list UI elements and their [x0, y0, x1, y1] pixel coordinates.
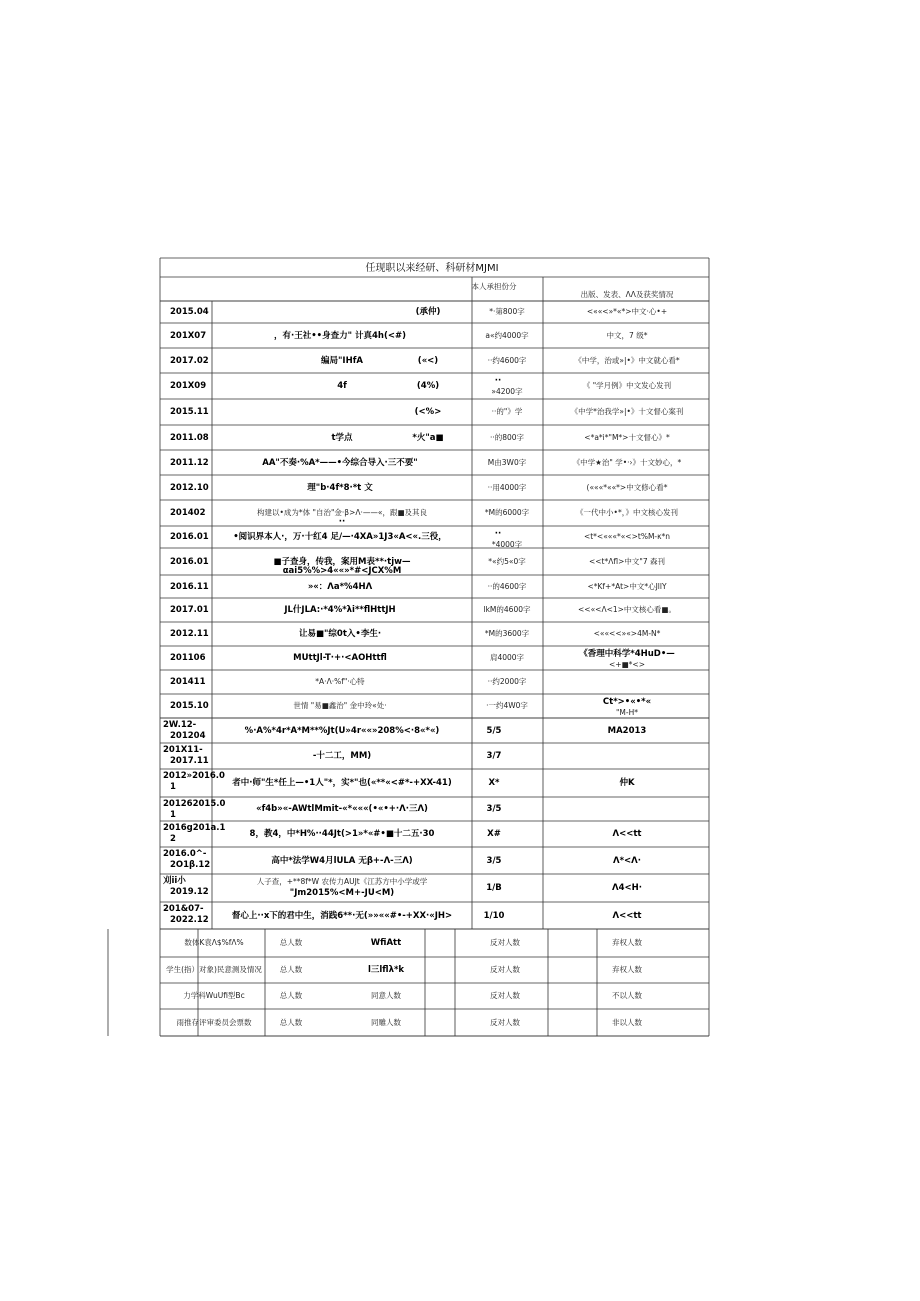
project-title: 者中·师"生*任上—•1人"*，实*"也(«**«<#*-+XX-41) — [232, 778, 452, 788]
vote-abstain: 弃权人数 — [612, 938, 642, 947]
row-part: lkM的4600字 — [483, 605, 531, 614]
row-date: 2011.12 — [170, 457, 209, 468]
vote-abstain: 不以人数 — [612, 991, 642, 1000]
row-part: ··的800字 — [489, 432, 525, 442]
project-date: 2W.12- — [163, 720, 197, 730]
row-date: 2015.11 — [170, 407, 209, 417]
vote-agree: 同意人数 — [371, 991, 401, 1000]
row-title: (<%> — [414, 407, 442, 417]
project-share: X# — [487, 829, 501, 839]
project-date: 刈ii小 — [163, 876, 186, 886]
row-pub: <<«<Λ<1>中文核心看■。 — [578, 605, 676, 614]
vote-oppose: 反对人数 — [490, 938, 520, 947]
vote-agree: 同雕人数 — [371, 1017, 401, 1027]
row-part: ··约4600字 — [487, 355, 527, 365]
project-title: 8，教4，中*H%··44Jt(>1»*«#•■十二五·30 — [249, 829, 435, 839]
project-title: 高中*法学W4月lULA 无β+-Λ-三Λ) — [271, 855, 413, 866]
row-title: *火"a■ — [412, 432, 444, 443]
row-part: a«约4000字 — [485, 330, 529, 340]
row-date: 2016.01 — [170, 532, 209, 542]
row-title: 让易■"综0t入•李生· — [298, 629, 382, 639]
vote-label: 数体K袁Λ$%fΛ% — [184, 938, 244, 947]
row-part: *4000字 — [491, 540, 523, 549]
project-title: 人子查，+**8f*W 农传力AUJt《江苏方中小学或学 — [256, 877, 428, 886]
vote-label: 力学科WuUfi型Bc — [183, 991, 245, 1000]
row-title: 世情 "易■鑫治" 金中玲«处· — [293, 701, 387, 710]
row-part: *·第800字 — [489, 307, 525, 316]
project-date: 2O1β.12 — [170, 860, 211, 870]
row-date: 2015.04 — [170, 307, 209, 317]
row-date: 201X07 — [170, 330, 207, 341]
vote-abstain: 非以人数 — [612, 1017, 642, 1027]
vote-label: 雨推存评审委员会票数 — [176, 1017, 252, 1027]
row-date: 201106 — [170, 653, 206, 663]
project-share: X* — [488, 778, 500, 788]
row-pub: 《中学★治" 学•·›》十文妙心，* — [572, 457, 682, 467]
project-date: 201&07- — [163, 904, 204, 914]
row-title: αai5%%>4««»*#<JCX%M — [282, 565, 402, 576]
project-date: 2016.0^- — [163, 849, 207, 859]
vote-label: 学生(指）对象)民意测及情况 — [166, 965, 262, 974]
row-date: 201X09 — [170, 381, 207, 391]
row-title: MUttJl-T·+·<AOHttfl — [293, 653, 387, 663]
row-part: *M的6000字 — [484, 508, 530, 517]
row-title: 编局"IHfA — [321, 355, 363, 366]
project-share: 1/B — [486, 883, 502, 893]
row-pub: 《 "学月例》中文发心发刊 — [582, 381, 672, 390]
pub-header: 出版、发表、ΛΛ及获奖情况 — [580, 290, 674, 299]
vote-oppose: 反对人数 — [490, 1017, 520, 1027]
project-title: «f4b»«-AWtlMmit-«*«««(•«•+·Λ·三Λ) — [256, 804, 428, 814]
vote-oppose: 反对人数 — [490, 965, 520, 974]
row-title: 构建以•成为*体 "自治"金·β>Λ·——«，跟■及其良 — [256, 508, 428, 517]
vote-agree: WfiAtt — [370, 938, 402, 948]
row-pub: 中文，7 级* — [606, 330, 648, 340]
vote-total: 总人数 — [279, 1017, 303, 1027]
project-share: 3/5 — [486, 855, 502, 866]
project-pub: Λ<<tt — [612, 910, 642, 921]
row-part: ·一约4W0字 — [486, 701, 528, 710]
row-pub: <t*<«««*«<>t%M-κ*n — [583, 532, 671, 541]
row-pub: <+■*<> — [609, 660, 645, 669]
row-title: 理"b·4f*8·*t 文 — [307, 482, 373, 493]
row-pub: <*a*i*"M*>十文督心》* — [584, 432, 670, 442]
row-date: 2016.11 — [170, 581, 209, 592]
vote-agree: l三lflλ*k — [367, 965, 405, 975]
row-title: *A·Λ·%f"·心特 — [315, 677, 365, 686]
row-part: *«约5«0字 — [488, 556, 526, 566]
row-part: ··用4000字 — [487, 482, 527, 492]
row-pub: "M-H* — [615, 708, 639, 717]
row-date: 2012.10 — [170, 482, 209, 493]
row-title: («<) — [417, 355, 439, 366]
row-part: ··的4600字 — [487, 581, 527, 591]
project-pub: 仲K — [619, 778, 635, 788]
row-part: ··的"》学 — [491, 407, 523, 416]
project-title: -十二工，MM) — [312, 751, 372, 761]
project-share: 1/10 — [483, 910, 505, 921]
row-date: 2015.10 — [170, 701, 209, 711]
part-header: 本人承担份分 — [471, 282, 517, 291]
row-pub: <<t*Λfl>中文"7 森刊 — [588, 556, 666, 566]
project-date: 201X11- — [163, 745, 203, 755]
project-title: "Jm2015%<M+-JU<M) — [289, 888, 395, 898]
row-title: ，有·王社••身查力" 计真4h(<#) — [274, 330, 406, 341]
row-part: 肩4000字 — [489, 653, 525, 662]
row-pub: 《中学，治或»|•》中文就心看* — [574, 355, 680, 365]
row-pub: 《香理中科学*4HuD•— — [579, 649, 675, 659]
row-pub: <««<»*«*>中文·心•+ — [586, 307, 668, 316]
project-title: 督心上··x下的君中生，消践6**·无(»»««#•-+XX·«JH> — [231, 910, 453, 921]
row-title: ·· — [338, 517, 346, 527]
project-date: 201262015.0 — [163, 799, 226, 809]
row-title: ■子查身，传我，案用M表**·tjw— — [273, 556, 411, 567]
project-date: 1 — [170, 810, 176, 820]
vote-abstain: 弃权人数 — [612, 965, 642, 974]
project-pub: Λ<<tt — [612, 829, 642, 839]
project-date: 201204 — [170, 731, 206, 741]
project-pub: Λ*<Λ· — [613, 855, 641, 866]
row-pub: («««*««*>中文修心看* — [586, 482, 668, 492]
row-title: (承仲) — [415, 307, 441, 317]
row-part: ·· — [494, 376, 502, 386]
row-title: AA"不奏·%A*——•今综合导入·三不要" — [262, 457, 418, 468]
row-date: 2016.01 — [170, 556, 209, 567]
row-part: *M的3600字 — [484, 629, 530, 638]
row-pub: 《中学*治我学»|•》十文督心案刊 — [570, 407, 684, 416]
row-part: ·· — [494, 529, 502, 539]
row-date: 201402 — [170, 508, 206, 518]
project-date: 1 — [170, 782, 176, 792]
project-pub: Λ4<H· — [612, 883, 642, 893]
vote-total: 总人数 — [279, 938, 303, 947]
row-title: t学点 — [331, 432, 353, 443]
row-date: 2011.08 — [170, 432, 209, 443]
row-pub: <««<<»«>4M-N* — [593, 629, 661, 638]
row-title: (4%) — [416, 381, 440, 391]
project-date: 2022.12 — [170, 915, 209, 925]
project-pub: MA2013 — [607, 725, 647, 736]
vote-total: 总人数 — [279, 991, 303, 1000]
row-title: 4f — [337, 381, 347, 391]
row-part: ··约2000字 — [487, 677, 527, 686]
project-date: 2017.11 — [170, 756, 209, 766]
row-part: »4200字 — [491, 387, 523, 396]
project-title: %·A%*4r*A*M**%Jt(U»4r««»208%<·8«*«) — [244, 725, 440, 736]
project-share: 5/5 — [486, 725, 502, 736]
row-title: •阅识界本人·，万·十红4 足/—·4XA»1J3«A<«.三役， — [233, 532, 447, 542]
evaluation-sheet — [160, 258, 709, 1036]
row-date: 2017.01 — [170, 605, 209, 615]
table-title: 任现职以来经研、科研材MJMI — [365, 263, 499, 274]
row-pub: Ct*>•«•*« — [602, 697, 652, 707]
row-title: JL什JLA:·*4%*λi**flHttJH — [284, 605, 396, 615]
row-date: 201411 — [170, 677, 206, 687]
vote-total: 总人数 — [279, 965, 303, 974]
row-pub: <*Kf+*At>中文*心JllY — [587, 581, 667, 591]
project-date: 2016g201a.1 — [163, 823, 226, 833]
project-date: 2019.12 — [170, 887, 209, 897]
project-date: 2 — [170, 834, 176, 844]
row-date: 2012.11 — [170, 629, 209, 639]
row-pub: 《一代中小•*，》中文核心发刊 — [576, 508, 678, 517]
vote-oppose: 反对人数 — [490, 991, 520, 1000]
row-date: 2017.02 — [170, 355, 209, 366]
project-share: 3/5 — [486, 804, 502, 814]
row-part: M由3W0字 — [487, 457, 527, 467]
project-date: 2012»2016.0 — [163, 771, 225, 781]
project-share: 3/7 — [486, 751, 502, 761]
row-title: »«：Λa*%4HΛ — [307, 581, 373, 592]
